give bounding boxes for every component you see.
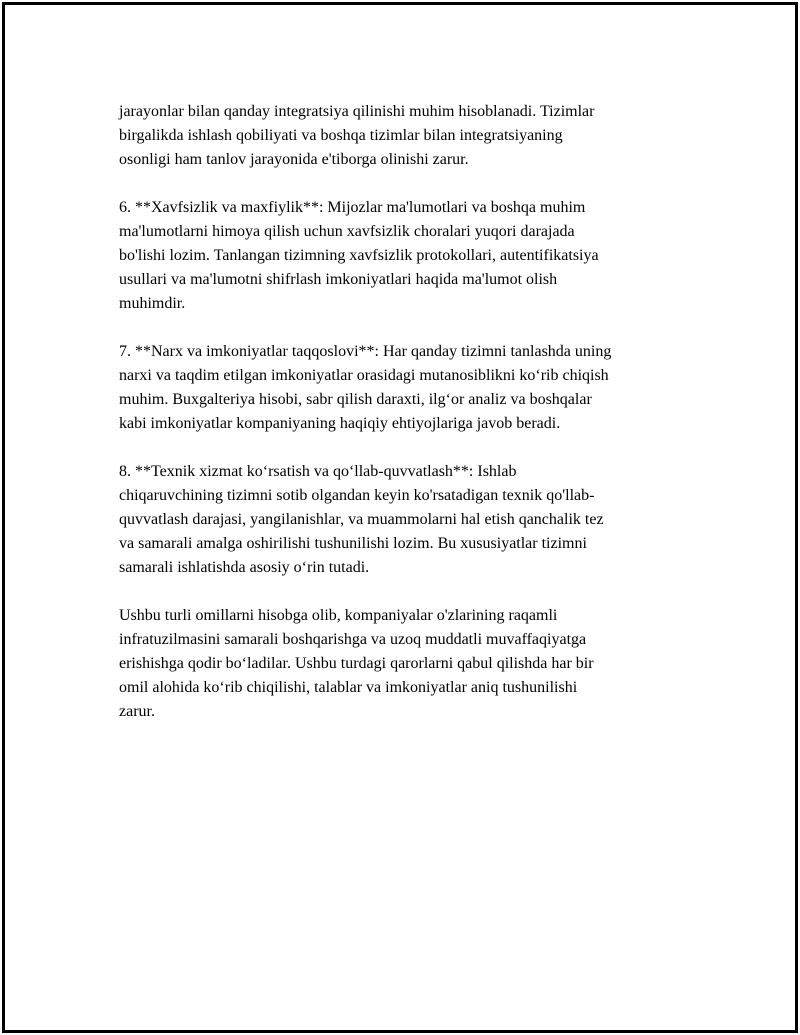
paragraph-price-comparison	[119, 340, 699, 436]
paragraph-integration	[119, 100, 699, 172]
text-line: osonligi ham tanlov jarayonida e'tiborga olinishi zarur.	[119, 151, 469, 168]
document-page	[2, 2, 798, 1033]
text-line: va samarali amalga oshirilishi tushunilishi lozim. Bu xususiyatlar tizimni	[119, 535, 587, 552]
text-line: samarali ishlatishda asosiy o‘rin tutadi.	[119, 559, 370, 576]
text-line: jarayonlar bilan qanday integratsiya qilinishi muhim hisoblanadi. Tizimlar	[119, 103, 595, 120]
text-line: zarur.	[119, 703, 155, 720]
text-line: chiqaruvchining tizimni sotib olgandan keyin ko'rsatadigan texnik qo'llab-	[119, 487, 595, 504]
text-line: 8. **Texnik xizmat ko‘rsatish va qo‘llab-quvvatlash**: Ishlab	[119, 463, 517, 480]
text-line: quvvatlash darajasi, yangilanishlar, va muammolarni hal etish qanchalik tez	[119, 511, 604, 528]
text-line: ma'lumotlarni himoya qilish uchun xavfsizlik choralari yuqori darajada	[119, 223, 575, 240]
text-line: Ushbu turli omillarni hisobga olib, kompaniyalar o'zlarining raqamli	[119, 607, 558, 624]
text-line: 7. **Narx va imkoniyatlar taqqoslovi**: Har qanday tizimni tanlashda uning	[119, 343, 612, 360]
text-line: muhimdir.	[119, 295, 186, 312]
document-body	[119, 100, 699, 748]
text-line: usullari va ma'lumotni shifrlash imkoniyatlari haqida ma'lumot olish	[119, 271, 558, 288]
paragraph-conclusion	[119, 604, 699, 724]
text-line: muhim. Buxgalteriya hisobi, sabr qilish daraxti, ilg‘or analiz va boshqalar	[119, 391, 592, 408]
paragraph-technical-support	[119, 460, 699, 580]
paragraph-security	[119, 196, 699, 316]
text-line: omil alohida ko‘rib chiqilishi, talablar va imkoniyatlar aniq tushunilishi	[119, 679, 578, 696]
text-line: kabi imkoniyatlar kompaniyaning haqiqiy ehtiyojlariga javob beradi.	[119, 415, 561, 432]
text-line: erishishga qodir bo‘ladilar. Ushbu turdagi qarorlarni qabul qilishda har bir	[119, 655, 594, 672]
text-line: 6. **Xavfsizlik va maxfiylik**: Mijozlar ma'lumotlari va boshqa muhim	[119, 199, 586, 216]
text-line: narxi va taqdim etilgan imkoniyatlar orasidagi mutanosiblikni ko‘rib chiqish	[119, 367, 609, 384]
text-line: birgalikda ishlash qobiliyati va boshqa tizimlar bilan integratsiyaning	[119, 127, 563, 144]
text-line: bo'lishi lozim. Tanlangan tizimning xavfsizlik protokollari, autentifikatsiya	[119, 247, 599, 264]
text-line: infratuzilmasini samarali boshqarishga va uzoq muddatli muvaffaqiyatga	[119, 631, 587, 648]
